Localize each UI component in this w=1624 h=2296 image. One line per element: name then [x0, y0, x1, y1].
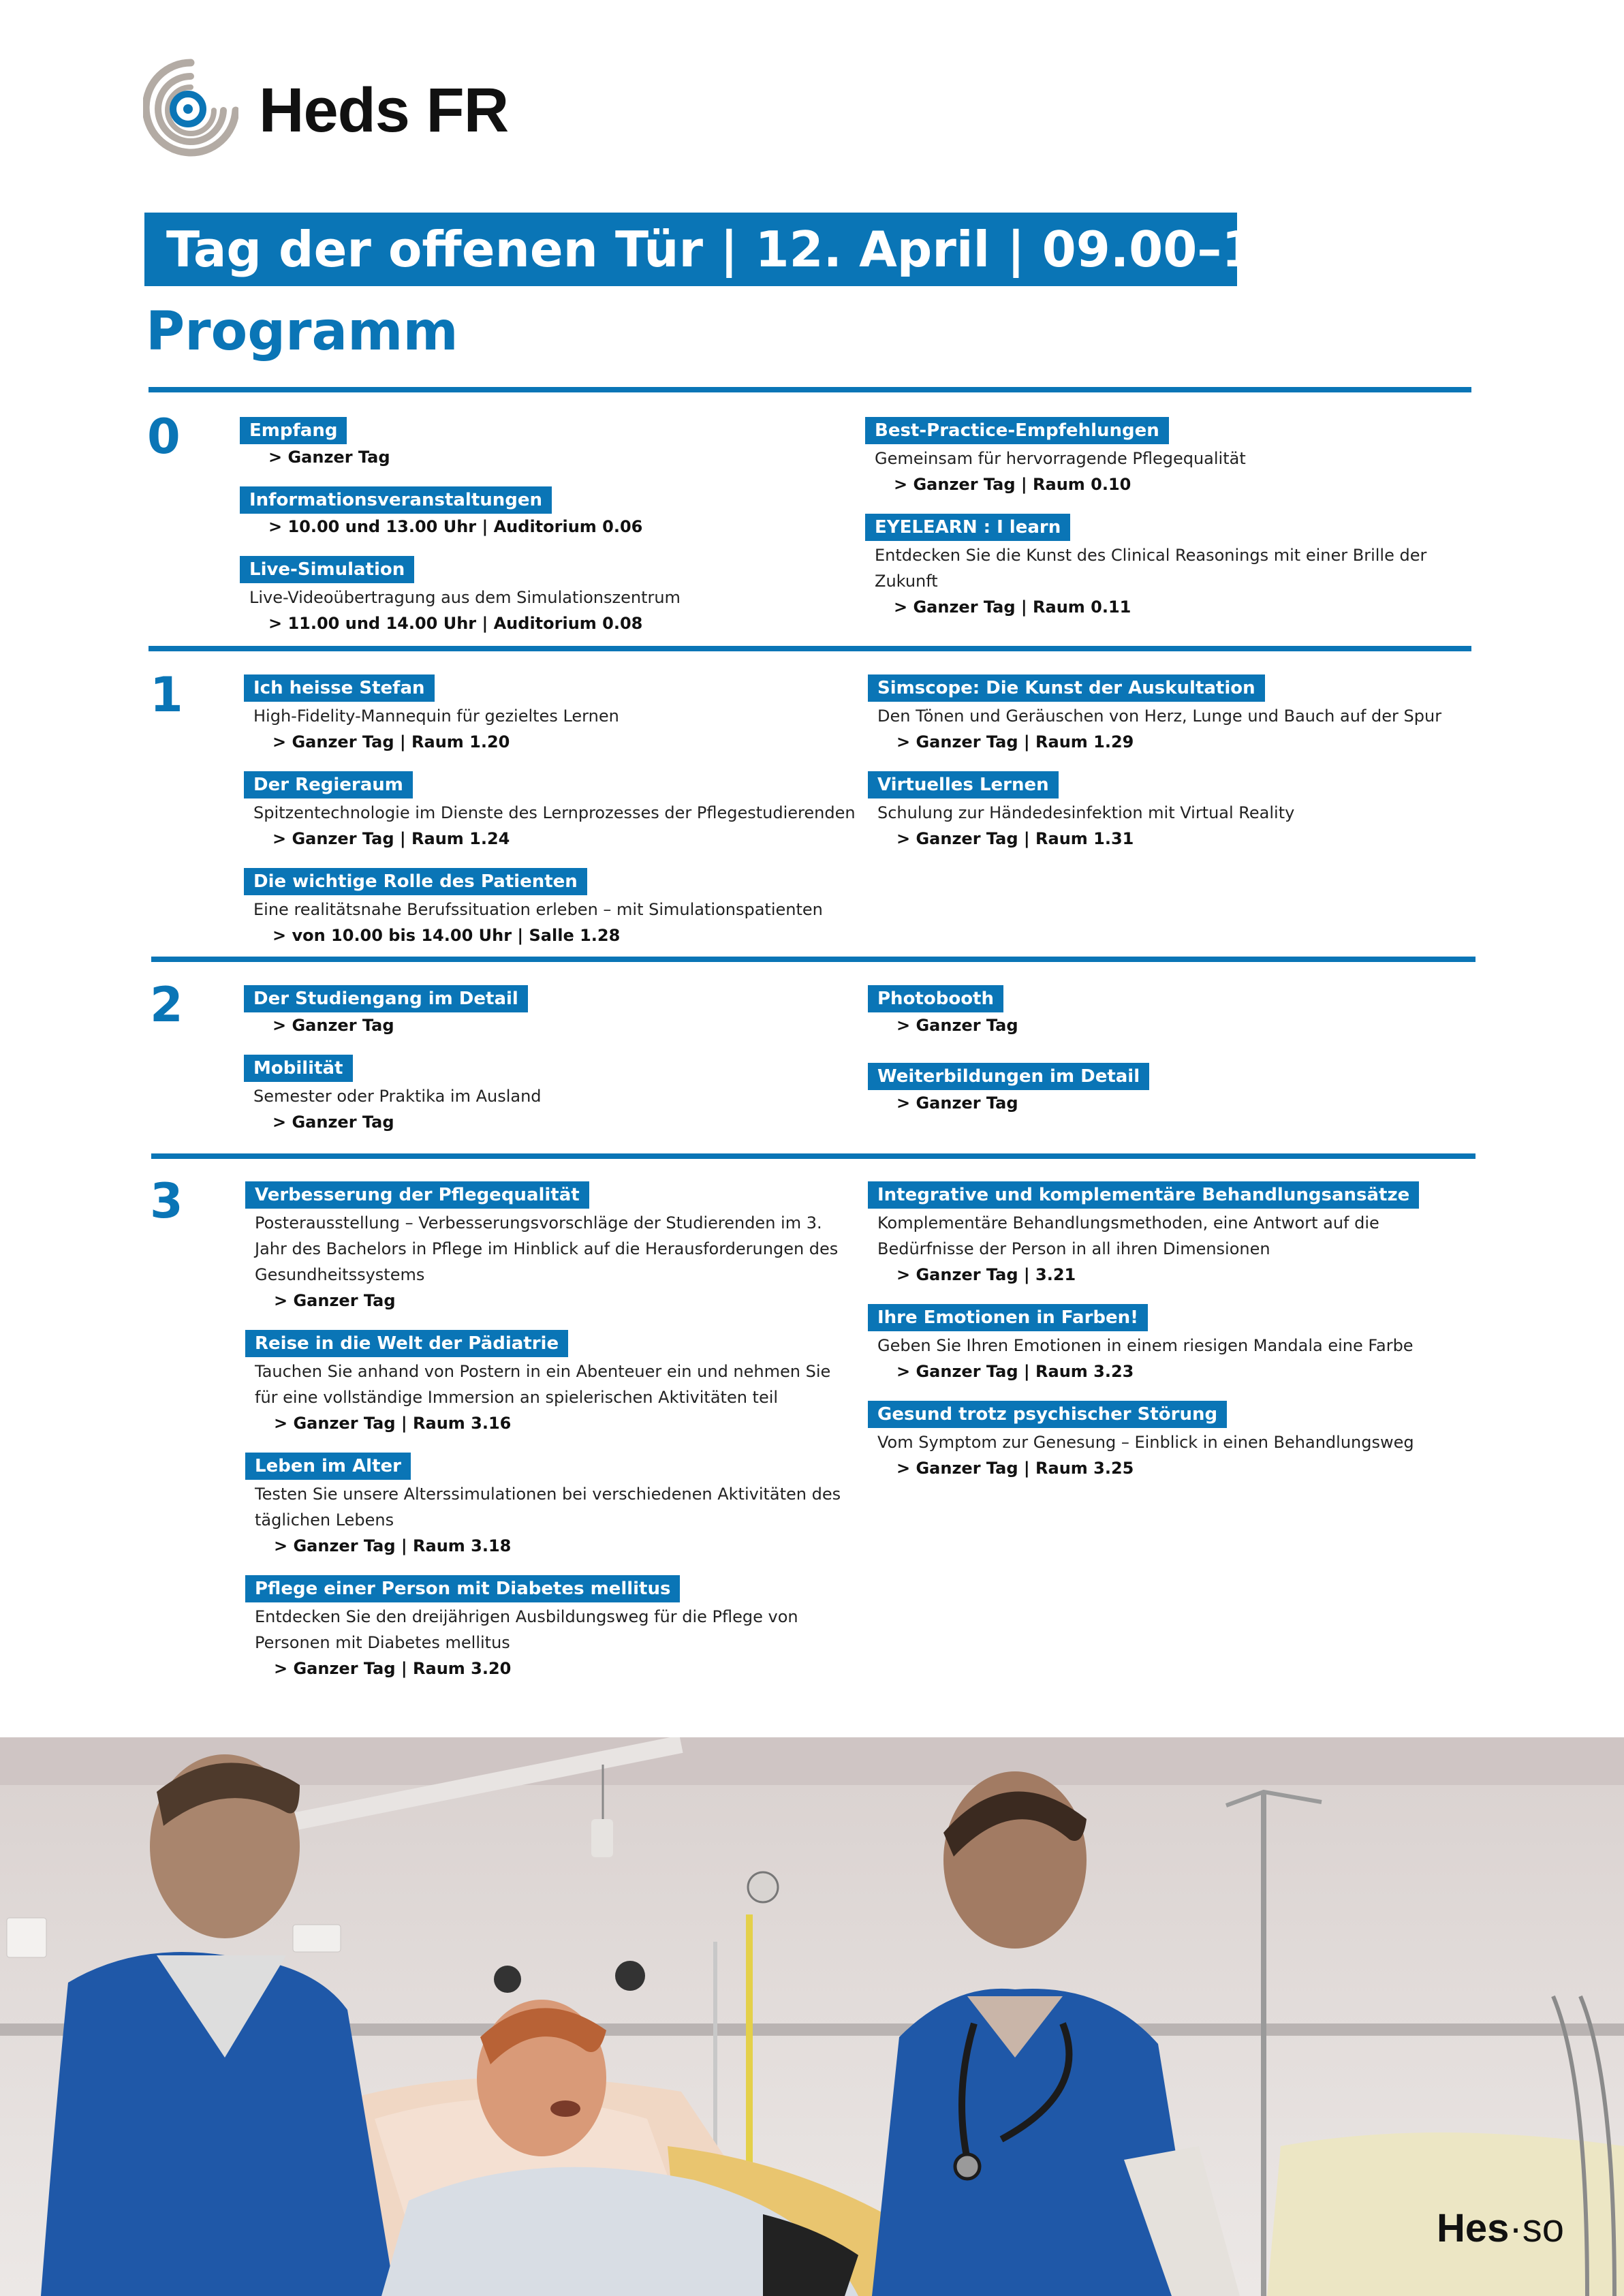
item-title: Integrative und komplementäre Behandlungsansätze — [868, 1181, 1419, 1209]
program-item — [240, 486, 832, 540]
simulation-room-photo — [0, 1737, 1624, 2296]
program-item — [865, 514, 1478, 620]
heds-logo-icon — [143, 57, 238, 164]
item-info: > Ganzer Tag | Raum 0.10 — [894, 475, 1131, 494]
item-info: > Ganzer Tag — [272, 1113, 394, 1132]
item-info: > Ganzer Tag — [268, 448, 390, 467]
item-title: Mobilität — [244, 1055, 353, 1082]
item-title: Virtuelles Lernen — [868, 771, 1059, 798]
section-divider — [149, 387, 1471, 392]
item-title: Informationsveranstaltungen — [240, 486, 552, 514]
item-title: Empfang — [240, 417, 347, 444]
item-description: Entdecken Sie den dreijährigen Ausbildungsweg für die Pflege von Personen mit Diabetes mellitus — [255, 1607, 798, 1652]
item-info: > Ganzer Tag | 3.21 — [896, 1265, 1076, 1284]
item-info: > 11.00 und 14.00 Uhr | Auditorium 0.08 — [268, 614, 643, 633]
item-description: Gemeinsam für hervorragende Pflegequalität — [875, 449, 1246, 468]
section-divider — [151, 1153, 1475, 1159]
section-0-left — [240, 417, 832, 653]
item-info: > Ganzer Tag | Raum 1.20 — [272, 732, 510, 751]
item-description: Testen Sie unsere Alterssimulationen bei verschiedenen Aktivitäten des täglichen Lebens — [255, 1485, 841, 1530]
section-2-right — [868, 985, 1481, 1132]
item-info: > Ganzer Tag | Raum 1.31 — [896, 829, 1134, 848]
photo-illustration — [0, 1737, 1624, 2296]
item-description: Vom Symptom zur Genesung – Einblick in einen Behandlungsweg — [877, 1433, 1414, 1452]
item-title: Live-Simulation — [240, 556, 414, 583]
section-1-left — [244, 674, 857, 965]
program-item — [240, 417, 832, 470]
item-title: Best-Practice-Empfehlungen — [865, 417, 1169, 444]
item-info: > Ganzer Tag | Raum 0.11 — [894, 598, 1131, 617]
item-info: > Ganzer Tag | Raum 3.20 — [274, 1659, 512, 1678]
program-item — [244, 1055, 857, 1135]
item-title: Der Studiengang im Detail — [244, 985, 528, 1012]
item-title: Leben im Alter — [245, 1453, 411, 1480]
item-info: > Ganzer Tag | Raum 3.18 — [274, 1536, 512, 1555]
item-description: Posterausstellung – Verbesserungsvorschläge der Studierenden im 3. Jahr des Bachelors in Pflege im Hinblick auf die Herausforderungen des Gesundheitssystems — [255, 1213, 839, 1284]
item-info: > Ganzer Tag — [274, 1291, 396, 1310]
section-number: 0 — [147, 409, 181, 465]
logo — [143, 57, 508, 164]
section-3-left — [245, 1181, 845, 1698]
program-title: Programm — [146, 301, 458, 362]
item-info: > von 10.00 bis 14.00 Uhr | Salle 1.28 — [272, 926, 621, 945]
item-description: Komplementäre Behandlungsmethoden, eine Antwort auf die Bedürfnisse der Person in all ihren Dimensionen — [877, 1213, 1379, 1258]
program-item — [868, 985, 1481, 1038]
item-description: Den Tönen und Geräuschen von Herz, Lunge und Bauch auf der Spur — [877, 707, 1442, 726]
item-title: Ihre Emotionen in Farben! — [868, 1304, 1148, 1331]
event-banner: Tag der offenen Tür | 12. April | 09.00–15.00 — [144, 213, 1237, 286]
hes-so-logo — [1437, 2205, 1564, 2251]
item-title: Ich heisse Stefan — [244, 674, 435, 702]
item-description: Geben Sie Ihren Emotionen in einem riesigen Mandala eine Farbe — [877, 1336, 1414, 1355]
item-description: Schulung zur Händedesinfektion mit Virtual Reality — [877, 803, 1295, 822]
item-description: Semester oder Praktika im Ausland — [253, 1087, 542, 1106]
program-item — [244, 771, 857, 852]
item-info: > 10.00 und 13.00 Uhr | Auditorium 0.06 — [268, 517, 643, 536]
item-info: > Ganzer Tag | Raum 1.29 — [896, 732, 1134, 751]
item-description: High-Fidelity-Mannequin für gezieltes Lernen — [253, 707, 619, 726]
program-item — [240, 556, 832, 636]
program-item — [865, 417, 1478, 497]
item-info: > Ganzer Tag | Raum 3.16 — [274, 1414, 512, 1433]
item-title: Gesund trotz psychischer Störung — [868, 1401, 1227, 1428]
section-number: 2 — [150, 977, 183, 1033]
section-3-right — [868, 1181, 1481, 1498]
item-title: Die wichtige Rolle des Patienten — [244, 868, 587, 895]
item-description: Entdecken Sie die Kunst des Clinical Reasonings mit einer Brille der Zukunft — [875, 546, 1427, 591]
program-item — [245, 1181, 845, 1314]
item-info: > Ganzer Tag | Raum 3.25 — [896, 1459, 1134, 1478]
section-number: 3 — [150, 1173, 183, 1229]
program-item — [244, 985, 857, 1038]
item-info: > Ganzer Tag | Raum 1.24 — [272, 829, 510, 848]
program-item — [868, 771, 1481, 852]
section-number: 1 — [150, 667, 183, 723]
program-item — [245, 1575, 845, 1681]
item-description: Spitzentechnologie im Dienste des Lernprozesses der Pflegestudierenden — [253, 803, 856, 822]
section-2-left — [244, 985, 857, 1151]
program-item — [868, 1063, 1481, 1116]
section-0-right — [865, 417, 1478, 636]
item-title: Der Regieraum — [244, 771, 413, 798]
item-title: Pflege einer Person mit Diabetes mellitus — [245, 1575, 680, 1602]
item-title: Photobooth — [868, 985, 1003, 1012]
section-1-right — [868, 674, 1481, 868]
item-info: > Ganzer Tag — [272, 1016, 394, 1035]
program-item — [868, 674, 1481, 755]
item-title: Weiterbildungen im Detail — [868, 1063, 1149, 1090]
hes-so-logo-main: Hes — [1437, 2206, 1510, 2250]
program-item — [868, 1181, 1481, 1288]
program-item — [868, 1304, 1481, 1384]
program-item — [868, 1401, 1481, 1481]
item-title: EYELEARN : I learn — [865, 514, 1070, 541]
item-title: Reise in die Welt der Pädiatrie — [245, 1330, 568, 1357]
logo-text: Heds FR — [259, 75, 509, 145]
program-item — [244, 868, 857, 948]
item-description: Eine realitätsnahe Berufssituation erleben – mit Simulationspatienten — [253, 900, 823, 919]
program-item — [245, 1330, 845, 1436]
hes-so-logo-separator: · — [1509, 2206, 1522, 2250]
item-info: > Ganzer Tag | Raum 3.23 — [896, 1362, 1134, 1381]
item-info: > Ganzer Tag — [896, 1093, 1018, 1113]
item-info: > Ganzer Tag — [896, 1016, 1018, 1035]
item-description: Tauchen Sie anhand von Postern in ein Abenteuer ein und nehmen Sie für eine vollständige Immersion an spielerischen Aktivitäten teil — [255, 1362, 831, 1407]
item-description: Live-Videoübertragung aus dem Simulationszentrum — [249, 588, 681, 607]
program-item — [244, 674, 857, 755]
item-title: Simscope: Die Kunst der Auskultation — [868, 674, 1265, 702]
item-title: Verbesserung der Pflegequalität — [245, 1181, 589, 1209]
hes-so-logo-suffix: so — [1522, 2206, 1564, 2250]
program-item — [245, 1453, 845, 1559]
